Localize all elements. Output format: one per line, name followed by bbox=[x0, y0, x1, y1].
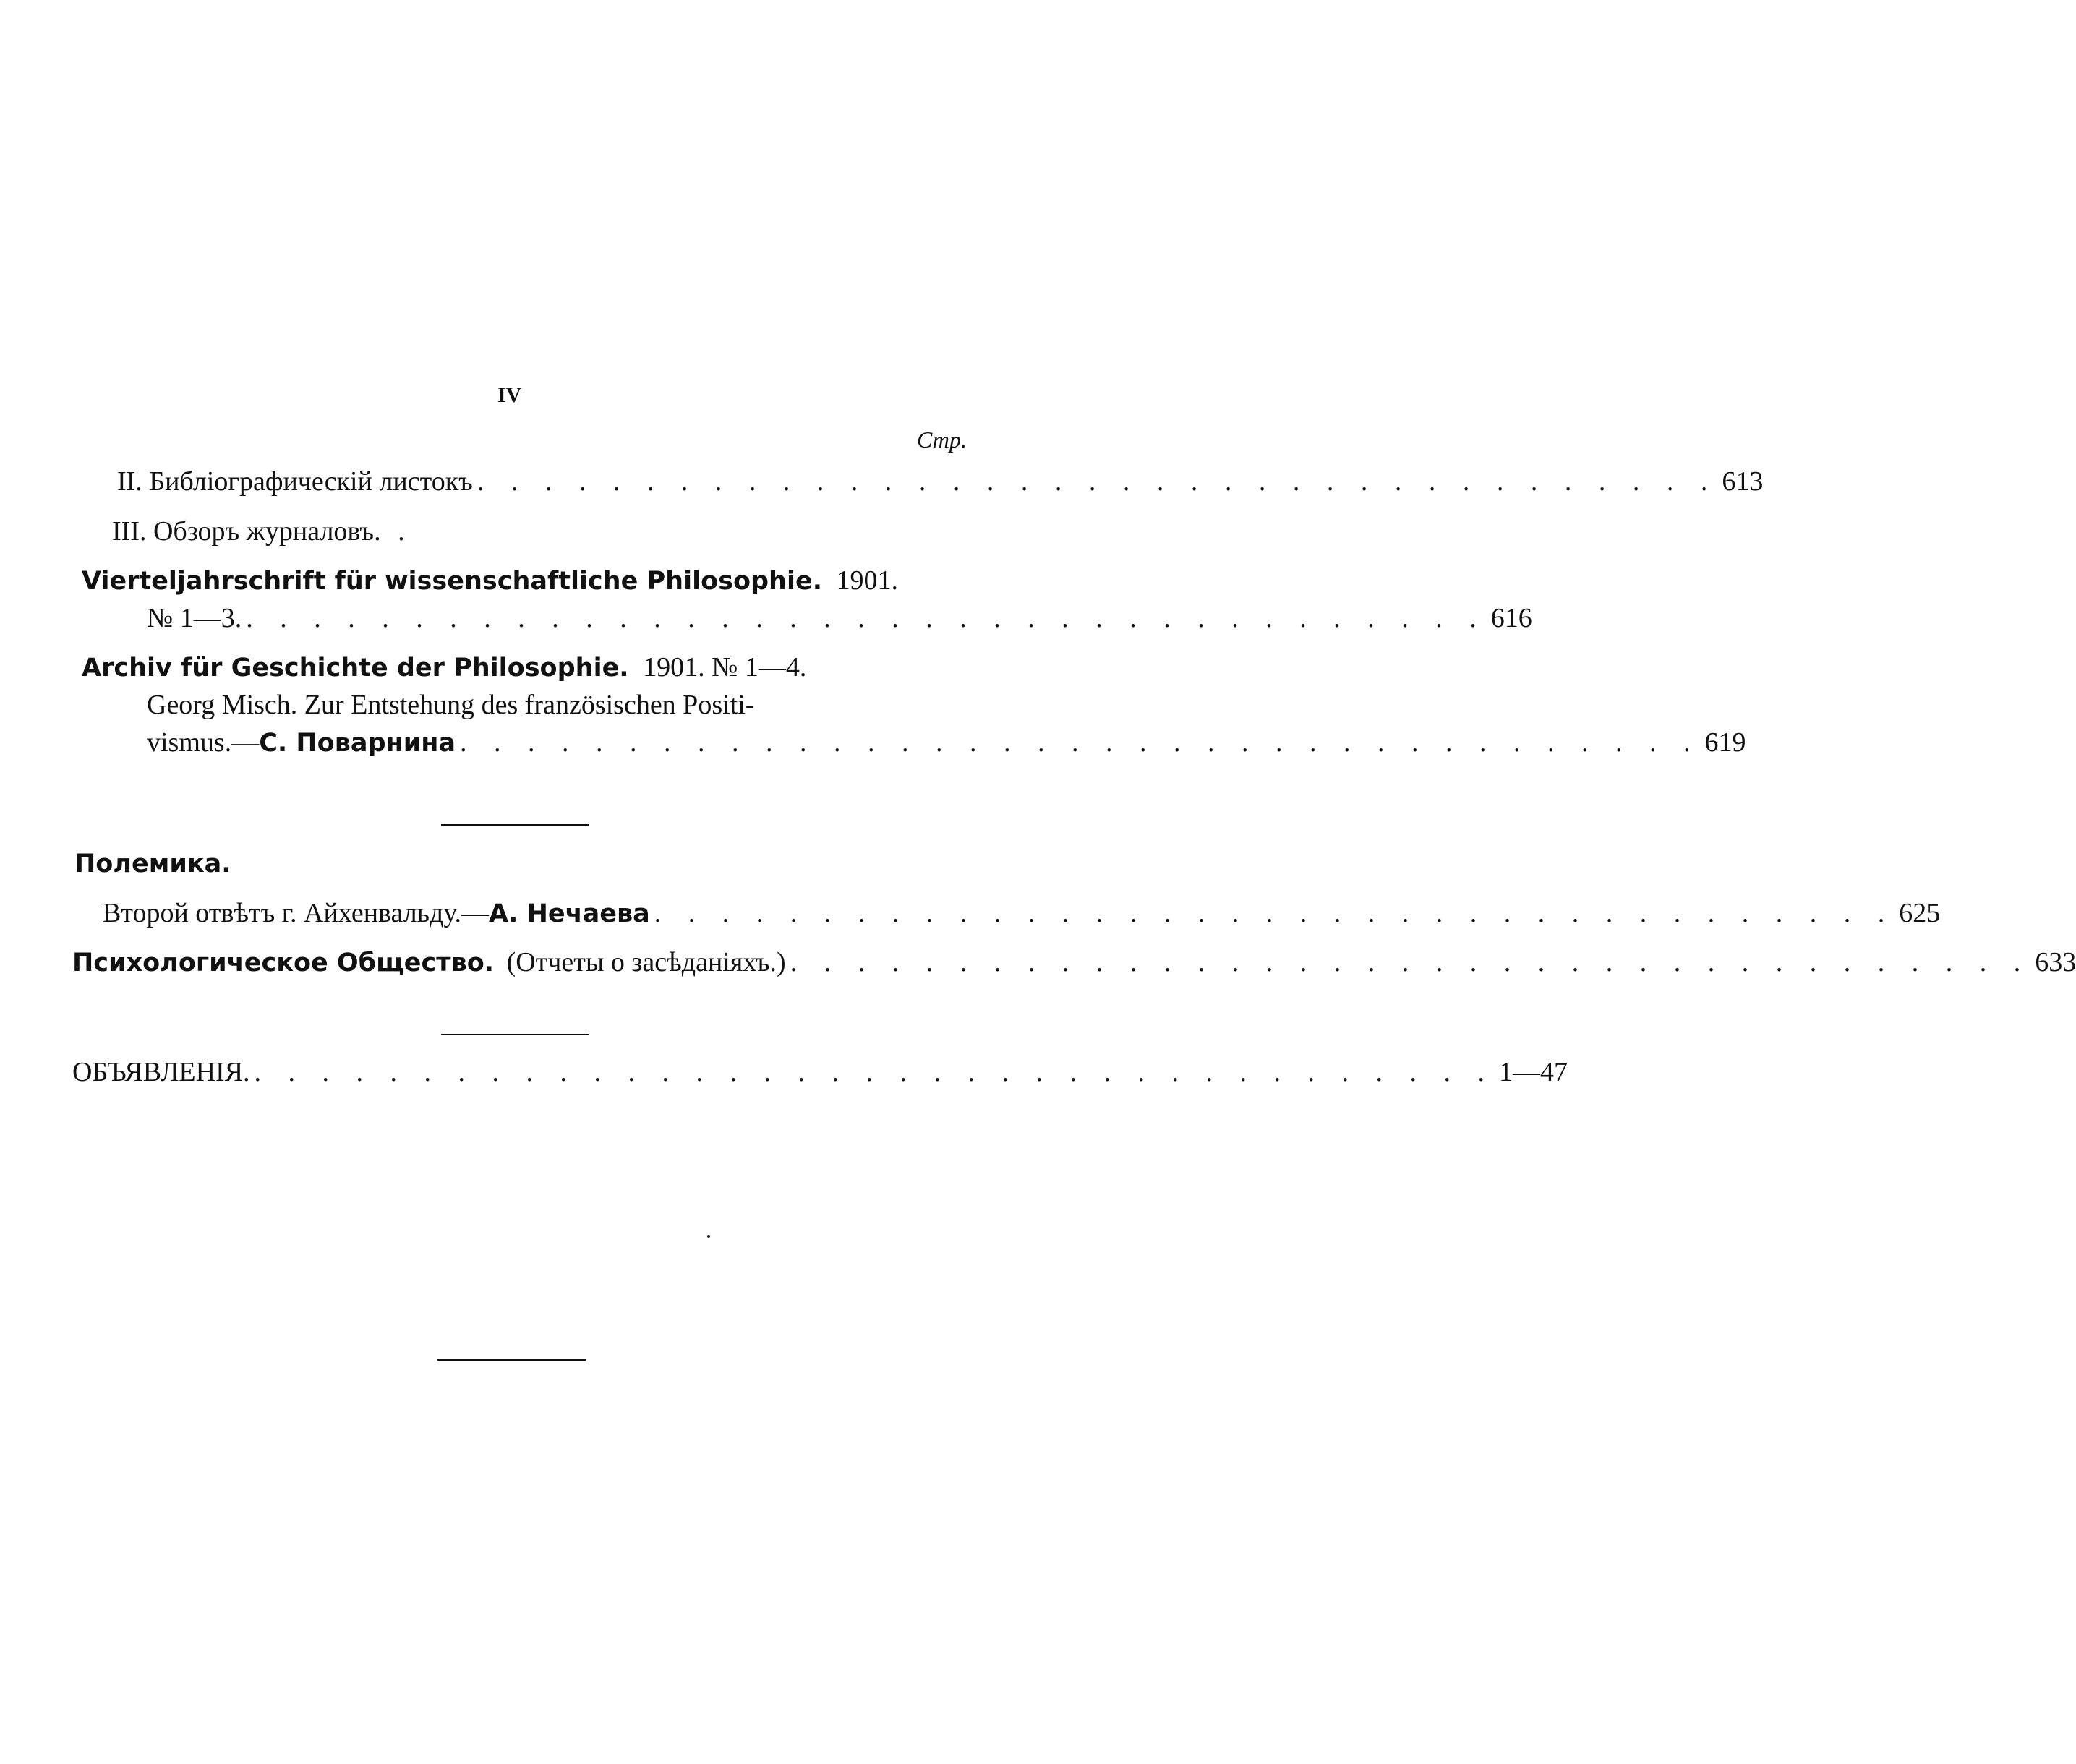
entry-label: II. Библiографическiй листокъ bbox=[117, 466, 473, 497]
dot-leader: . . . . . . . . . . . . . . . . . . . . . . . . . . . . . . . . . . . . . bbox=[246, 603, 1487, 633]
entry-title: Психологическое Общество. bbox=[72, 949, 495, 977]
article-line-end bbox=[147, 726, 456, 760]
section-heading-polemics: Полемика. bbox=[74, 849, 231, 878]
closing-divider bbox=[437, 1359, 586, 1361]
journal-title: Vierteljahrschrift für wissenschaftliche Philosophie. bbox=[82, 567, 823, 596]
article-author: С. Поварнина bbox=[259, 729, 456, 758]
dot-leader: . . . . . . . . . . . . . . . . . . . . . . . . . . . . . . . . . . . . . bbox=[654, 898, 1895, 928]
stray-mark: . bbox=[398, 516, 405, 547]
toc-entry-polemics bbox=[103, 896, 1941, 930]
toc-entry-archiv-title bbox=[82, 651, 806, 685]
section-divider bbox=[441, 1034, 589, 1035]
toc-entry-archiv-article-line: Georg Misch. Zur Entstehung des französischen Positi- bbox=[147, 690, 755, 720]
column-header-page: Стр. bbox=[917, 427, 967, 453]
section-divider bbox=[441, 824, 589, 826]
toc-entry-vierteljahrschrift-issue bbox=[147, 601, 1532, 635]
toc-entry-psych-society bbox=[72, 946, 2076, 980]
entry-line bbox=[72, 946, 786, 980]
entry-page: 616 bbox=[1490, 603, 1532, 633]
entry-label: ОБЪЯВЛЕНIЯ. bbox=[72, 1057, 250, 1087]
toc-entry-vierteljahrschrift-title bbox=[82, 564, 898, 598]
journal-year: 1901. bbox=[836, 565, 899, 596]
journal-title: Archiv für Geschichte der Philosophie. bbox=[82, 654, 629, 682]
entry-line bbox=[103, 896, 650, 930]
toc-entry-advertisements bbox=[72, 1056, 1568, 1089]
entry-author: А. Нечаева bbox=[489, 899, 650, 928]
dot-leader: . . . . . . . . . . . . . . . . . . . . . . . . . . . . . . . . . . . . . bbox=[790, 947, 2031, 977]
article-text: vismus.— bbox=[147, 727, 260, 758]
entry-label: III. Обзоръ журналовъ. bbox=[112, 516, 381, 547]
entry-page: 625 bbox=[1899, 898, 1941, 928]
toc-entry-archiv-author-line bbox=[147, 726, 1746, 760]
toc-entry-journals-heading bbox=[112, 515, 405, 548]
dot-leader: . . . . . . . . . . . . . . . . . . . . . . . . . . . . . . . . . . . . . bbox=[254, 1057, 1495, 1087]
toc-entry-bibliography bbox=[117, 465, 1764, 498]
entry-page: 613 bbox=[1722, 466, 1764, 497]
entry-page: 1—47 bbox=[1499, 1057, 1568, 1087]
entry-text: Второй отвѣтъ г. Айхенвальду.— bbox=[103, 898, 490, 928]
journal-year-issue: 1901. № 1—4. bbox=[643, 652, 807, 682]
entry-page: 619 bbox=[1704, 727, 1746, 758]
dot-leader: . . . . . . . . . . . . . . . . . . . . . . . . . . . . . . . . . . . . . bbox=[460, 727, 1701, 758]
page-number: IV bbox=[497, 383, 522, 407]
print-speck bbox=[707, 1235, 710, 1238]
journal-issue: № 1—3. bbox=[147, 603, 242, 633]
entry-note: (Отчеты о засѣданiяхъ.) bbox=[506, 947, 786, 977]
dot-leader: . . . . . . . . . . . . . . . . . . . . . . . . . . . . . . . . . . . . . bbox=[477, 466, 1718, 497]
entry-page: 633 bbox=[2035, 947, 2076, 977]
